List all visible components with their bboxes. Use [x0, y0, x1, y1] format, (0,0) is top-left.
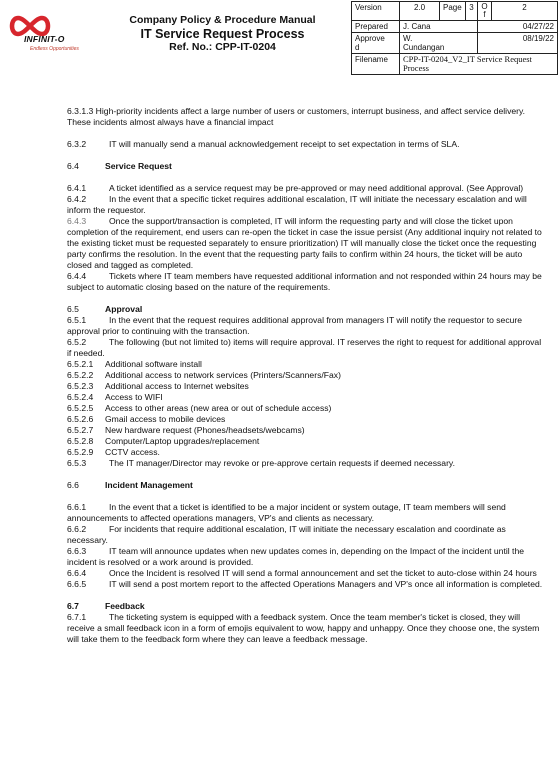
paragraph-number: 6.3.2: [67, 139, 87, 149]
item-number: 6.5.2.9: [67, 447, 94, 457]
filename-value: CPP-IT-0204_V2_IT Service Request Process: [400, 54, 558, 75]
item-number: 6.5.2.1: [67, 359, 94, 369]
paragraph-number: 6.4.1: [67, 183, 87, 193]
paragraph-number: 6.6.3: [67, 546, 87, 556]
paragraph-6-4-2: [67, 194, 547, 216]
paragraph-6-6-2: [67, 524, 547, 546]
paragraph-number: 6.6.5: [67, 579, 87, 589]
page-of: O f: [478, 2, 492, 21]
section-number: 6.5: [67, 304, 79, 314]
section-title: Feedback: [105, 601, 145, 611]
item-text: Access to WIFI: [105, 392, 163, 402]
item-text: Computer/Laptop upgrades/replacement: [105, 436, 260, 446]
paragraph-6-3-2: [67, 139, 547, 150]
paragraph-text: For incidents that require additional escalation, IT will initiate the necessary escalation and coordinate as necessary.: [67, 524, 506, 545]
item-text: Additional access to Internet websites: [105, 381, 249, 391]
paragraph-text: IT team will announce updates when new updates comes in, depending on the Impact of the incident until the incident is resolved or a work around is provided.: [67, 546, 524, 567]
paragraph-6-4-3: [67, 216, 547, 271]
paragraph-6-5-1: [67, 315, 547, 337]
list-item: [67, 425, 547, 436]
item-text: New hardware request (Phones/headsets/webcams): [105, 425, 305, 435]
document-title: IT Service Request Process: [140, 27, 305, 41]
paragraph-number: 6.6.1: [67, 502, 87, 512]
reference-number: Ref. No.: CPP-IT-0204: [169, 41, 276, 53]
paragraph-number: 6.6.4: [67, 568, 87, 578]
logo-tagline: Endless Opportunities: [30, 46, 79, 52]
item-text: Gmail access to mobile devices: [105, 414, 226, 424]
item-text: Additional software install: [105, 359, 202, 369]
paragraph-6-3-1-3: 6.3.1.3 High-priority incidents affect a large number of users or customers, interrupt business, and affect service delivery. These incidents almost always have a financial impact: [67, 106, 526, 127]
paragraph-number: 6.4.3: [67, 216, 87, 226]
prepared-by: J. Cana: [400, 21, 478, 33]
paragraph-6-4-4: [67, 271, 547, 293]
company-logo: [4, 4, 96, 66]
section-heading-feedback: [67, 601, 547, 612]
approval-items-list: [67, 359, 547, 458]
section-heading-approval: [67, 304, 547, 315]
paragraph-6-5-2: [67, 337, 547, 359]
section-number: 6.7: [67, 601, 79, 611]
paragraph-number: 6.5.3: [67, 458, 87, 468]
item-number: 6.5.2.2: [67, 370, 94, 380]
item-number: 6.5.2.3: [67, 381, 94, 391]
version-row: [352, 2, 558, 21]
item-number: 6.5.2.8: [67, 436, 94, 446]
paragraph-6-6-3: [67, 546, 547, 568]
paragraph-6-6-4: [67, 568, 547, 579]
prepared-label: Prepared: [352, 21, 400, 33]
filename-row: [352, 54, 558, 75]
list-item: [67, 381, 547, 392]
section-heading-service-request: [67, 161, 547, 172]
item-number: 6.5.2.5: [67, 403, 94, 413]
list-item: [67, 370, 547, 381]
item-number: 6.5.2.7: [67, 425, 94, 435]
list-item: [67, 414, 547, 425]
paragraph-6-4-1: [67, 183, 547, 194]
paragraph-text: IT will send a post mortem report to the affected Operations Managers and VP's once all information is completed.: [109, 579, 543, 589]
paragraph-text: In the event that a ticket is identified to be a major incident or system outage, IT team members will send announcements to affected operations managers, VP's and clients as necessary.: [67, 502, 506, 523]
page-current: 3: [466, 2, 478, 21]
page-total: 2: [492, 2, 558, 21]
paragraph-number: 6.5.2: [67, 337, 87, 347]
manual-title: Company Policy & Procedure Manual: [129, 14, 316, 26]
version-value: 2.0: [400, 2, 440, 21]
prepared-row: [352, 21, 558, 33]
paragraph-text: In the event that the request requires additional approval from managers IT will notify the requestor to secure approval prior to continuing with the transaction.: [67, 315, 523, 336]
item-text: Access to other areas (new area or out of schedule access): [105, 403, 332, 413]
paragraph-number: 6.4.4: [67, 271, 87, 281]
approved-row: [352, 33, 558, 54]
section-title: Service Request: [105, 161, 172, 171]
paragraph-text: Once the Incident is resolved IT will send a formal announcement and set the ticket to auto-close within 24 hours: [109, 568, 537, 578]
item-number: 6.5.2.6: [67, 414, 94, 424]
document-title-block: [100, 14, 345, 54]
paragraph-6-7-1: [67, 612, 547, 645]
section-number: 6.4: [67, 161, 79, 171]
paragraph-text: IT will manually send a manual acknowledgement receipt to set expectation in terms of SLA.: [109, 139, 460, 149]
logo-company-name: INFINIT-O: [24, 34, 65, 44]
paragraph-number: 6.7.1: [67, 612, 87, 622]
approved-date: 08/19/22: [478, 33, 558, 54]
paragraph-number: 6.5.1: [67, 315, 87, 325]
item-number: 6.5.2.4: [67, 392, 94, 402]
paragraph-6-6-1: [67, 502, 547, 524]
list-item: [67, 359, 547, 370]
paragraph-text: Once the support/transaction is completed, IT will inform the requesting party and will close the ticket upon completion of the requirement, end users can re-open the ticket in case the issue persist (Any additional inquiry not related to the existing ticket must be requested separately to ensure prioritization) IT will manually close the ticket once the requesting party confirms the resolution. In the event that the requesting party fails to confirm within 24 hours, the ticket will be auto closed and tagged as completed.: [67, 216, 542, 270]
section-number: 6.6: [67, 480, 79, 490]
document-control-table: [351, 1, 558, 75]
page-label: Page: [440, 2, 466, 21]
section-title: Incident Management: [105, 480, 193, 490]
paragraph-text: A ticket identified as a service request may be pre-approved or may need additional approval. (See Approval): [109, 183, 524, 193]
item-text: Additional access to network services (Printers/Scanners/Fax): [105, 370, 341, 380]
filename-label: Filename: [352, 54, 400, 75]
paragraph-text: The ticketing system is equipped with a feedback system. Once the team member's ticket is closed, they will receive a small feedback icon in a form of emojis equivalent to wow, happy and unhappy. Once they choose one, the system will take them to the feedback form where they can leave a feedback message.: [67, 612, 540, 644]
list-item: [67, 436, 547, 447]
approved-label: Approve d: [352, 33, 400, 54]
section-heading-incident-management: [67, 480, 547, 491]
version-label: Version: [352, 2, 400, 21]
item-text: CCTV access.: [105, 447, 160, 457]
prepared-date: 04/27/22: [478, 21, 558, 33]
paragraph-text: Tickets where IT team members have requested additional information and not responded within 24 hours may be subject to automatic closing based on the nature of the requirements.: [67, 271, 542, 292]
document-body: [67, 106, 547, 645]
paragraph-text: In the event that a specific ticket requires additional escalation, IT will initiate the necessary escalation and will inform the requestor.: [67, 194, 527, 215]
paragraph-text: The IT manager/Director may revoke or pre-approve certain requests if deemed necessary.: [109, 458, 455, 468]
list-item: [67, 392, 547, 403]
paragraph-6-6-5: [67, 579, 547, 590]
paragraph-text: The following (but not limited to) items will require approval. IT reserves the right to request for additional approval if needed.: [67, 337, 542, 358]
paragraph-number: 6.6.2: [67, 524, 87, 534]
paragraph-number: 6.4.2: [67, 194, 87, 204]
paragraph-6-5-3: [67, 458, 547, 469]
list-item: [67, 447, 547, 458]
approved-by: W. Cundangan: [400, 33, 478, 54]
list-item: [67, 403, 547, 414]
section-title: Approval: [105, 304, 143, 314]
